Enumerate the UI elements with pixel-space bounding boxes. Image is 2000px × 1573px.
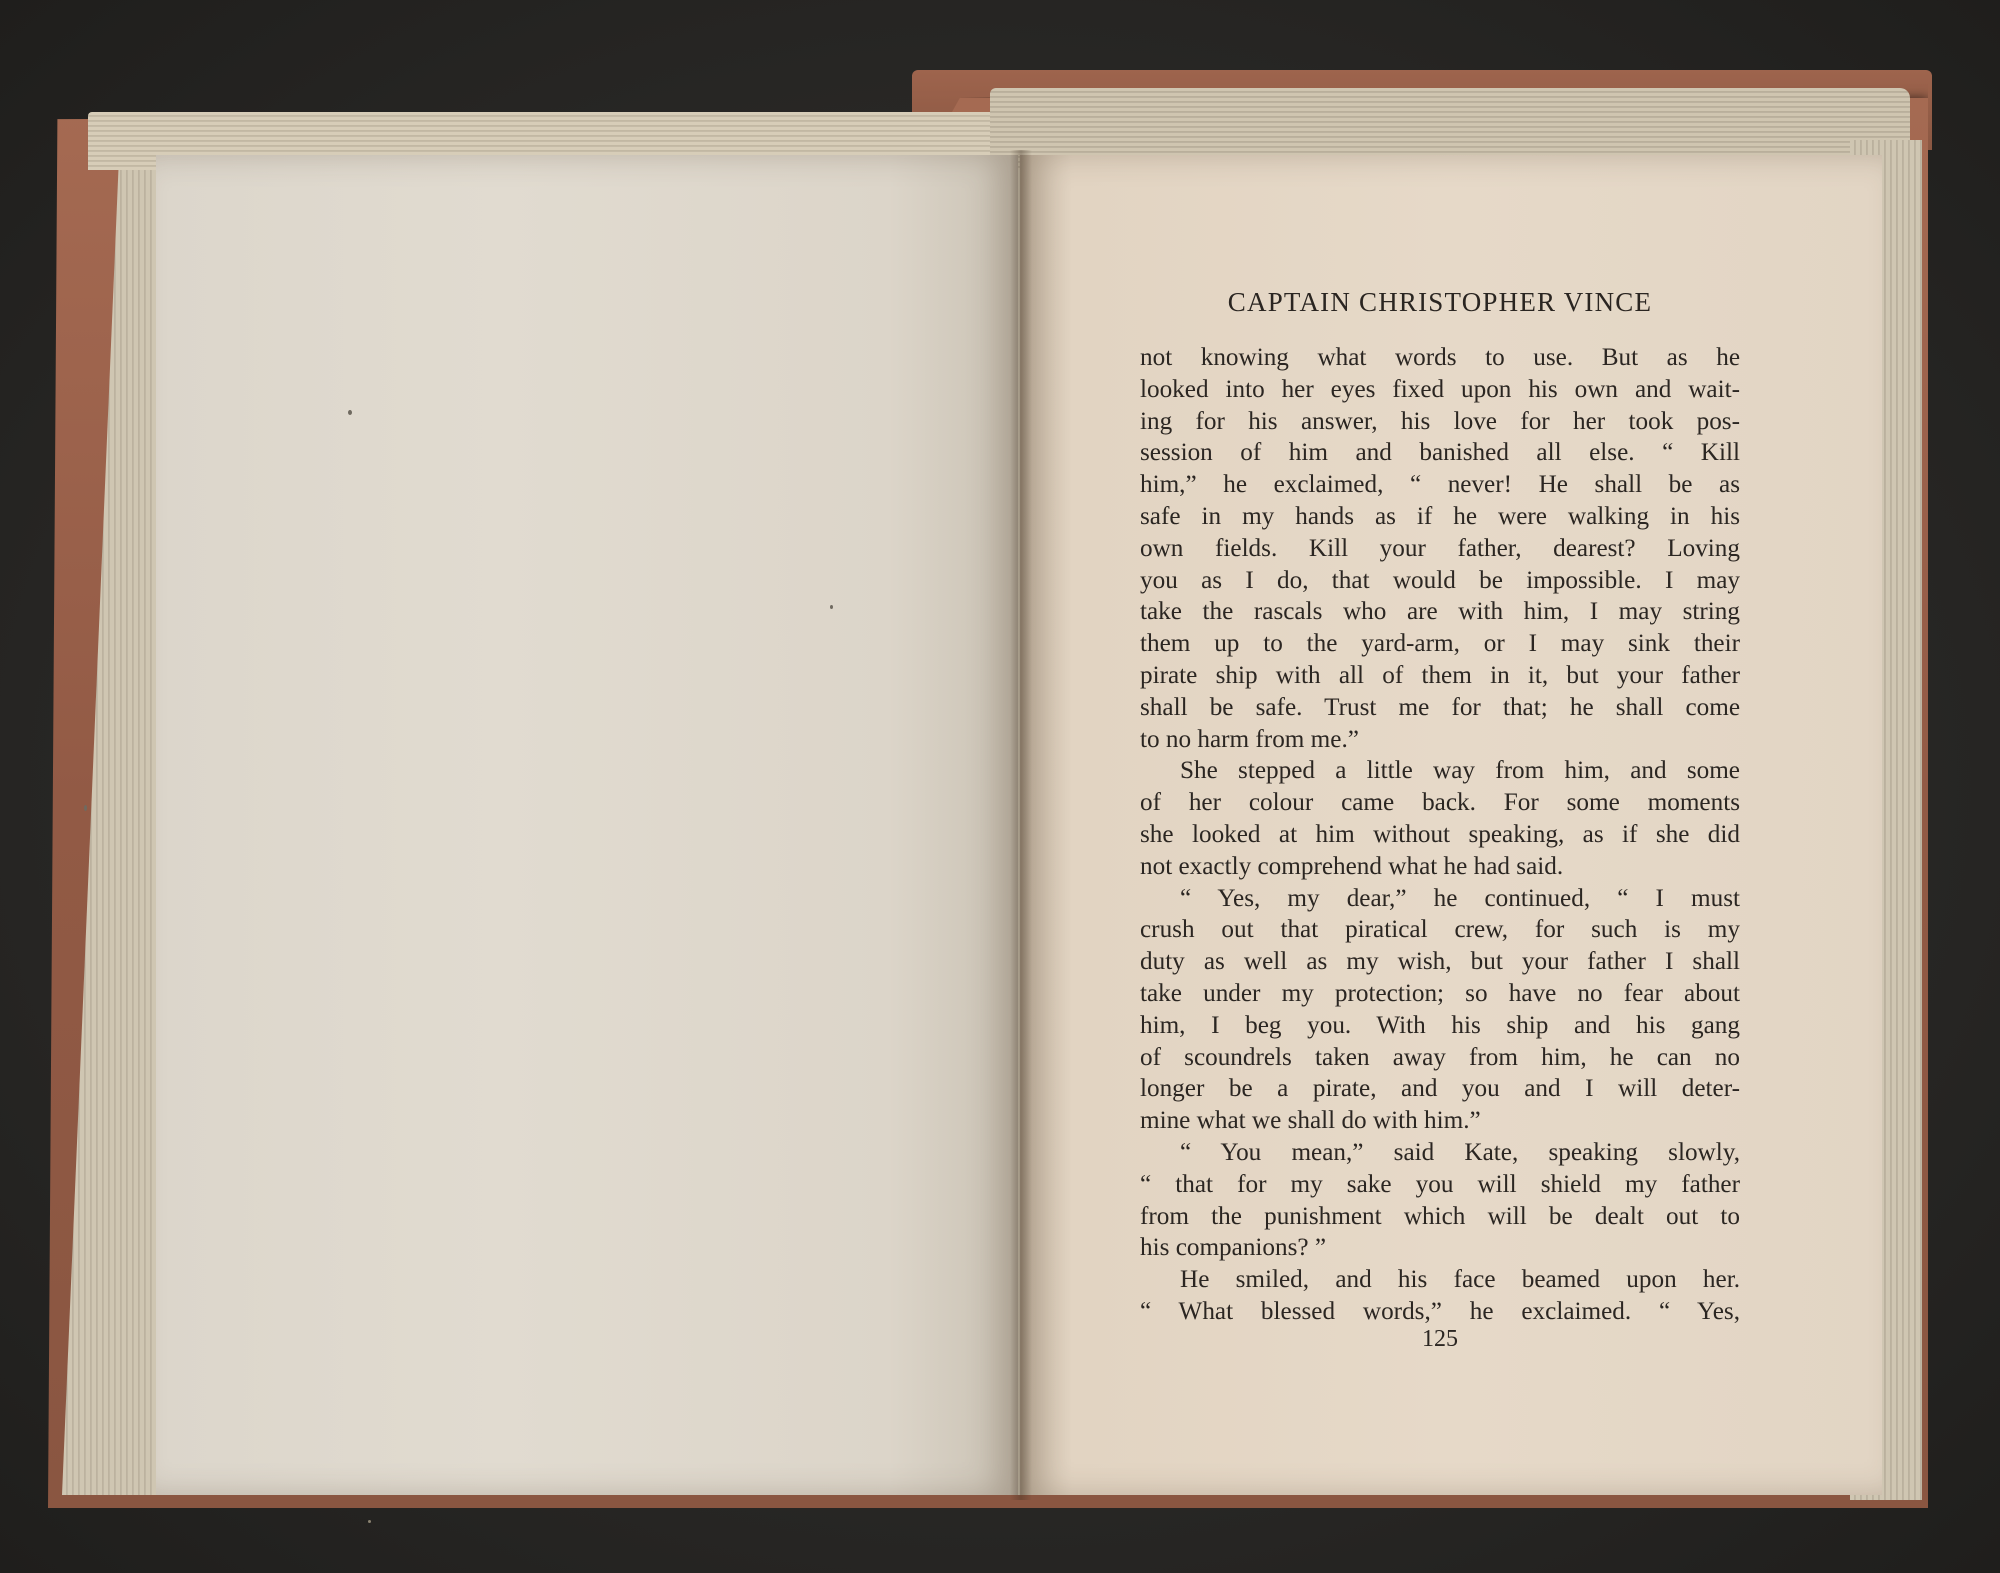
text-line: from the punishment which will be dealt out to — [1140, 1202, 1740, 1230]
text-line: ing for his answer, his love for her took pos- — [1140, 407, 1740, 435]
book-gutter — [1010, 150, 1032, 1500]
text-line: duty as well as my wish, but your father I shall — [1140, 948, 1740, 976]
left-page-blank — [156, 155, 1018, 1495]
text-line: of scoundrels taken away from him, he can no — [1140, 1043, 1740, 1071]
text-line: She stepped a little way from him, and some — [1180, 757, 1740, 785]
body-text — [1140, 342, 1740, 1328]
text-line: him, I beg you. With his ship and his gang — [1140, 1011, 1740, 1039]
text-line: “ Yes, my dear,” he continued, “ I must — [1180, 884, 1740, 912]
text-line: not exactly comprehend what he had said. — [1140, 852, 1564, 880]
text-line: them up to the yard-arm, or I may sink their — [1140, 630, 1740, 658]
text-line: to no harm from me.” — [1140, 725, 1359, 753]
text-line: looked into her eyes fixed upon his own and wait- — [1140, 375, 1740, 403]
paper-speck — [84, 805, 87, 811]
text-line: session of him and banished all else. “ Kill — [1140, 439, 1740, 467]
text-line: mine what we shall do with him.” — [1140, 1107, 1481, 1135]
text-line: you as I do, that would be impossible. I may — [1140, 566, 1740, 594]
text-line: “ What blessed words,” he exclaimed. “ Yes, — [1140, 1297, 1740, 1325]
text-line: He smiled, and his face beamed upon her. — [1180, 1266, 1740, 1294]
paper-speck — [830, 605, 833, 609]
text-line: shall be safe. Trust me for that; he shall come — [1140, 693, 1740, 721]
page-number: 125 — [1422, 1326, 1458, 1352]
text-line: own fields. Kill your father, dearest? Loving — [1140, 534, 1740, 562]
text-line: she looked at him without speaking, as if she did — [1140, 820, 1740, 848]
text-line: take the rascals who are with him, I may string — [1140, 598, 1740, 626]
text-line: “ You mean,” said Kate, speaking slowly, — [1180, 1138, 1740, 1166]
running-head: CAPTAIN CHRISTOPHER VINCE — [1227, 287, 1653, 317]
text-line: of her colour came back. For some moments — [1140, 789, 1740, 817]
text-line: longer be a pirate, and you and I will deter- — [1140, 1075, 1740, 1103]
paper-speck — [368, 1520, 371, 1523]
text-line: him,” he exclaimed, “ never! He shall be as — [1140, 471, 1740, 499]
text-line: crush out that piratical crew, for such is my — [1140, 916, 1740, 944]
text-line: pirate ship with all of them in it, but your father — [1140, 661, 1740, 689]
text-line: not knowing what words to use. But as he — [1140, 344, 1740, 371]
text-line: safe in my hands as if he were walking in his — [1140, 502, 1740, 530]
text-line: “ that for my sake you will shield my father — [1140, 1170, 1740, 1198]
text-line: take under my protection; so have no fear about — [1140, 979, 1740, 1007]
paper-speck — [348, 410, 352, 415]
text-line: his companions? ” — [1140, 1234, 1327, 1262]
